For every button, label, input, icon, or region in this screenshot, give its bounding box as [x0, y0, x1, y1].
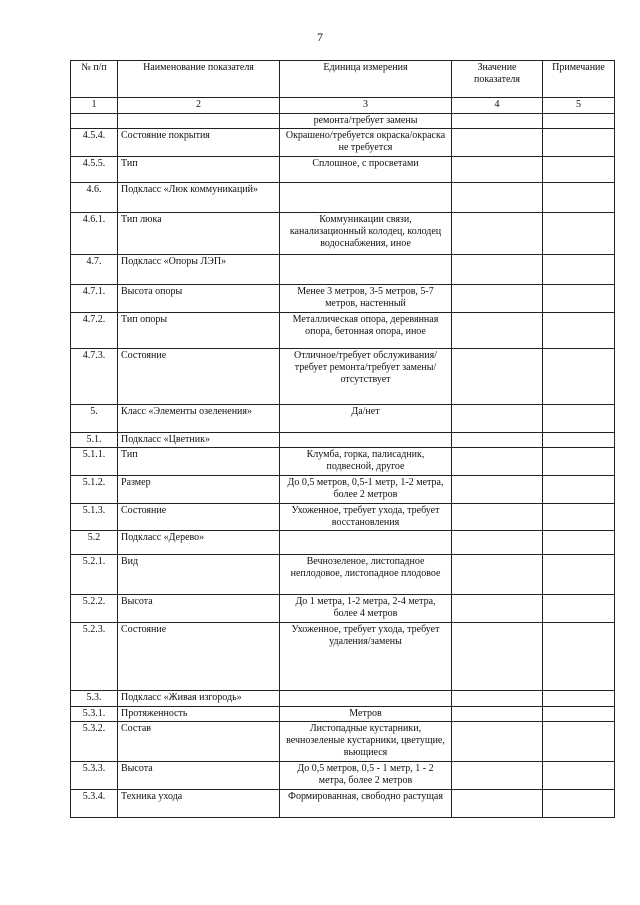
indicator-name: Тип опоры	[118, 313, 280, 349]
header-num: № п/п	[71, 61, 118, 98]
table-row	[71, 114, 615, 129]
indicator-name: Протяженность	[118, 707, 280, 722]
indicator-value	[452, 285, 543, 313]
note-cell	[543, 433, 615, 448]
table-row	[71, 531, 615, 555]
table-row	[71, 129, 615, 157]
indicator-name: Высота	[118, 595, 280, 623]
indicator-value	[452, 691, 543, 707]
table-row	[71, 476, 615, 504]
unit-of-measure: Вечнозеленое, листопадное неплодовое, листопадное плодовое	[280, 555, 452, 595]
row-number: 5.3.1.	[71, 707, 118, 722]
column-index: 3	[280, 98, 452, 114]
unit-of-measure	[280, 255, 452, 285]
indicator-value	[452, 476, 543, 504]
note-cell	[543, 213, 615, 255]
table-row	[71, 255, 615, 285]
page-number: 7	[317, 30, 323, 44]
indicator-value	[452, 114, 543, 129]
row-number: 5.3.2.	[71, 722, 118, 762]
column-index: 1	[71, 98, 118, 114]
note-cell	[543, 476, 615, 504]
unit-of-measure	[280, 531, 452, 555]
unit-of-measure: Металлическая опора, деревянная опора, бетонная опора, иное	[280, 313, 452, 349]
table-row	[71, 285, 615, 313]
unit-of-measure: До 0,5 метров, 0,5-1 метр, 1-2 метра, более 2 метров	[280, 476, 452, 504]
table-row	[71, 405, 615, 433]
unit-of-measure: Да/нет	[280, 405, 452, 433]
row-number: 5.2.3.	[71, 623, 118, 691]
row-number: 5.1.3.	[71, 504, 118, 531]
indicator-value	[452, 504, 543, 531]
note-cell	[543, 183, 615, 213]
indicator-value	[452, 531, 543, 555]
row-number: 4.6.	[71, 183, 118, 213]
indicator-name: Высота опоры	[118, 285, 280, 313]
unit-of-measure: Коммуникации связи, канализационный колодец, колодец водоснабжения, иное	[280, 213, 452, 255]
indicator-name	[118, 114, 280, 129]
table-row	[71, 790, 615, 818]
note-cell	[543, 722, 615, 762]
table-row	[71, 722, 615, 762]
table-row	[71, 213, 615, 255]
indicator-value	[452, 448, 543, 476]
row-number: 4.7.	[71, 255, 118, 285]
note-cell	[543, 405, 615, 433]
note-cell	[543, 129, 615, 157]
note-cell	[543, 707, 615, 722]
indicator-value	[452, 722, 543, 762]
unit-of-measure	[280, 183, 452, 213]
row-number: 5.3.4.	[71, 790, 118, 818]
table-row	[71, 595, 615, 623]
indicator-name: Высота	[118, 762, 280, 790]
table-row	[71, 691, 615, 707]
header-name: Наименование показателя	[118, 61, 280, 98]
row-number: 5.3.3.	[71, 762, 118, 790]
note-cell	[543, 555, 615, 595]
note-cell	[543, 762, 615, 790]
indicator-value	[452, 790, 543, 818]
unit-of-measure: Сплошное, с просветами	[280, 157, 452, 183]
table-row	[71, 313, 615, 349]
unit-of-measure: Метров	[280, 707, 452, 722]
indicator-value	[452, 433, 543, 448]
indicator-name: Состояние покрытия	[118, 129, 280, 157]
indicator-value	[452, 405, 543, 433]
indicator-name: Подкласс «Опоры ЛЭП»	[118, 255, 280, 285]
table-row	[71, 349, 615, 405]
table-row	[71, 448, 615, 476]
indicator-value	[452, 349, 543, 405]
table-row	[71, 433, 615, 448]
header-unit: Единица измерения	[280, 61, 452, 98]
unit-of-measure	[280, 433, 452, 448]
note-cell	[543, 531, 615, 555]
indicator-value	[452, 313, 543, 349]
note-cell	[543, 691, 615, 707]
indicator-name: Состояние	[118, 504, 280, 531]
table-row	[71, 555, 615, 595]
indicator-name: Состояние	[118, 623, 280, 691]
indicator-name: Тип	[118, 157, 280, 183]
row-number: 4.7.2.	[71, 313, 118, 349]
column-index-row	[71, 98, 615, 114]
note-cell	[543, 349, 615, 405]
table-row	[71, 183, 615, 213]
unit-of-measure: Формированная, свободно растущая	[280, 790, 452, 818]
note-cell	[543, 504, 615, 531]
table-row	[71, 157, 615, 183]
row-number: 5.	[71, 405, 118, 433]
unit-of-measure: Менее 3 метров, 3-5 метров, 5-7 метров, настенный	[280, 285, 452, 313]
indicator-name: Размер	[118, 476, 280, 504]
row-number: 4.6.1.	[71, 213, 118, 255]
unit-of-measure: Ухоженное, требует ухода, требует удаления/замены	[280, 623, 452, 691]
indicator-value	[452, 157, 543, 183]
table-row	[71, 762, 615, 790]
row-number: 5.2.1.	[71, 555, 118, 595]
indicator-name: Состав	[118, 722, 280, 762]
header-note: Примечание	[543, 61, 615, 98]
unit-of-measure: Листопадные кустарники, вечнозеленые кустарники, цветущие, вьющиеся	[280, 722, 452, 762]
column-index: 4	[452, 98, 543, 114]
indicator-name: Подкласс «Дерево»	[118, 531, 280, 555]
table-row	[71, 504, 615, 531]
column-index: 2	[118, 98, 280, 114]
row-number: 4.5.5.	[71, 157, 118, 183]
unit-of-measure: Окрашено/требуется окраска/окраска не требуется	[280, 129, 452, 157]
note-cell	[543, 114, 615, 129]
row-number: 4.7.3.	[71, 349, 118, 405]
unit-of-measure: Клумба, горка, палисадник, подвесной, другое	[280, 448, 452, 476]
unit-of-measure: Ухоженное, требует ухода, требует восстановления	[280, 504, 452, 531]
table-body	[71, 114, 615, 818]
note-cell	[543, 623, 615, 691]
indicator-table	[70, 60, 615, 818]
indicator-value	[452, 129, 543, 157]
table-header-row	[71, 61, 615, 98]
note-cell	[543, 448, 615, 476]
indicator-name: Подкласс «Люк коммуникаций»	[118, 183, 280, 213]
column-index: 5	[543, 98, 615, 114]
indicator-name: Класс «Элементы озеленения»	[118, 405, 280, 433]
note-cell	[543, 595, 615, 623]
note-cell	[543, 157, 615, 183]
indicator-name: Вид	[118, 555, 280, 595]
row-number: 5.1.1.	[71, 448, 118, 476]
row-number: 4.5.4.	[71, 129, 118, 157]
header-value: Значение показателя	[452, 61, 543, 98]
note-cell	[543, 285, 615, 313]
table-row	[71, 707, 615, 722]
indicator-name: Подкласс «Живая изгородь»	[118, 691, 280, 707]
row-number: 5.3.	[71, 691, 118, 707]
indicator-name: Тип	[118, 448, 280, 476]
indicator-value	[452, 213, 543, 255]
indicator-name: Тип люка	[118, 213, 280, 255]
note-cell	[543, 790, 615, 818]
table-row	[71, 623, 615, 691]
row-number: 5.1.2.	[71, 476, 118, 504]
indicator-name: Техника ухода	[118, 790, 280, 818]
indicator-value	[452, 595, 543, 623]
row-number: 4.7.1.	[71, 285, 118, 313]
note-cell	[543, 255, 615, 285]
unit-of-measure: До 1 метра, 1-2 метра, 2-4 метра, более 4 метров	[280, 595, 452, 623]
row-number: 5.1.	[71, 433, 118, 448]
indicator-value	[452, 255, 543, 285]
unit-of-measure: До 0,5 метров, 0,5 - 1 метр, 1 - 2 метра, более 2 метров	[280, 762, 452, 790]
unit-of-measure: Отличное/требует обслуживания/требует ремонта/требует замены/отсутствует	[280, 349, 452, 405]
indicator-value	[452, 623, 543, 691]
unit-of-measure	[280, 691, 452, 707]
row-number: 5.2.2.	[71, 595, 118, 623]
indicator-name: Подкласс «Цветник»	[118, 433, 280, 448]
indicator-value	[452, 762, 543, 790]
indicator-value	[452, 707, 543, 722]
row-number: 5.2	[71, 531, 118, 555]
indicator-value	[452, 183, 543, 213]
indicator-value	[452, 555, 543, 595]
indicator-name: Состояние	[118, 349, 280, 405]
row-number	[71, 114, 118, 129]
unit-of-measure: ремонта/требует замены	[280, 114, 452, 129]
note-cell	[543, 313, 615, 349]
